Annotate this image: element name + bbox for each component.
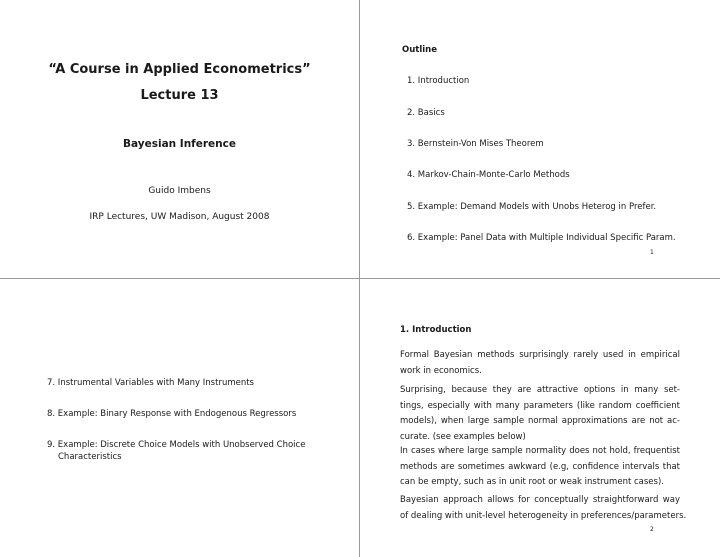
paragraph xyxy=(400,383,680,445)
lecture-subtitle: Bayesian Inference xyxy=(123,138,236,150)
paragraph-line: methods are sometimes awkward (e.g, confidence intervals that xyxy=(400,461,680,472)
page-number: 1 xyxy=(650,249,654,256)
slide-outline xyxy=(360,0,719,278)
paragraph-line: curate. (see examples below) xyxy=(400,431,526,442)
outline-heading: Outline xyxy=(402,45,437,55)
outline-item: 3. Bernstein-Von Mises Theorem xyxy=(407,139,544,149)
outline-item: 6. Example: Panel Data with Multiple Individual Specific Param. xyxy=(407,233,676,243)
slide-title xyxy=(0,0,359,278)
author-name: Guido Imbens xyxy=(148,186,211,196)
paragraph-line: of dealing with unit-level heterogeneity in preferences/parameters. xyxy=(400,510,687,521)
outline-item-continuation: Characteristics xyxy=(58,452,122,462)
venue-line: IRP Lectures, UW Madison, August 2008 xyxy=(89,212,270,222)
outline-item: 2. Basics xyxy=(407,108,445,118)
slide-introduction xyxy=(360,279,719,557)
outline-item: 7. Instrumental Variables with Many Instruments xyxy=(47,378,254,388)
paragraph-line: models), when large sample normal approximations are not ac- xyxy=(400,416,680,426)
outline-item: 9. Example: Discrete Choice Models with Unobserved Choice xyxy=(47,440,306,450)
section-heading: 1. Introduction xyxy=(400,325,472,335)
outline-item: 4. Markov-Chain-Monte-Carlo Methods xyxy=(407,170,570,180)
paragraph-line: can be empty, such as in unit root or weak instrument cases). xyxy=(400,477,664,487)
paragraph-line: Formal Bayesian methods surprisingly rarely used in empirical xyxy=(400,350,680,360)
paragraph xyxy=(400,348,680,379)
outline-item: 1. Introduction xyxy=(407,76,470,86)
paragraph-line: tings, especially with many parameters (like random coefficient xyxy=(400,400,680,411)
slide-outline-continued xyxy=(0,279,359,557)
paragraph xyxy=(400,493,687,524)
page-number: 2 xyxy=(650,526,654,533)
paragraph-line: Bayesian approach allows for conceptually straightforward way xyxy=(400,495,680,505)
outline-item: 8. Example: Binary Response with Endogenous Regressors xyxy=(47,409,297,419)
paragraph-line: work in economics. xyxy=(400,365,482,376)
lecture-number: Lecture 13 xyxy=(140,88,219,103)
paragraph-line: In cases where large sample normality does not hold, frequentist xyxy=(400,446,680,456)
paragraph-line: Surprising, because they are attractive options in many set- xyxy=(400,385,680,395)
paragraph xyxy=(400,444,680,491)
outline-item: 5. Example: Demand Models with Unobs Heterog in Prefer. xyxy=(407,202,657,212)
course-title: “A Course in Applied Econometrics” xyxy=(48,62,311,77)
